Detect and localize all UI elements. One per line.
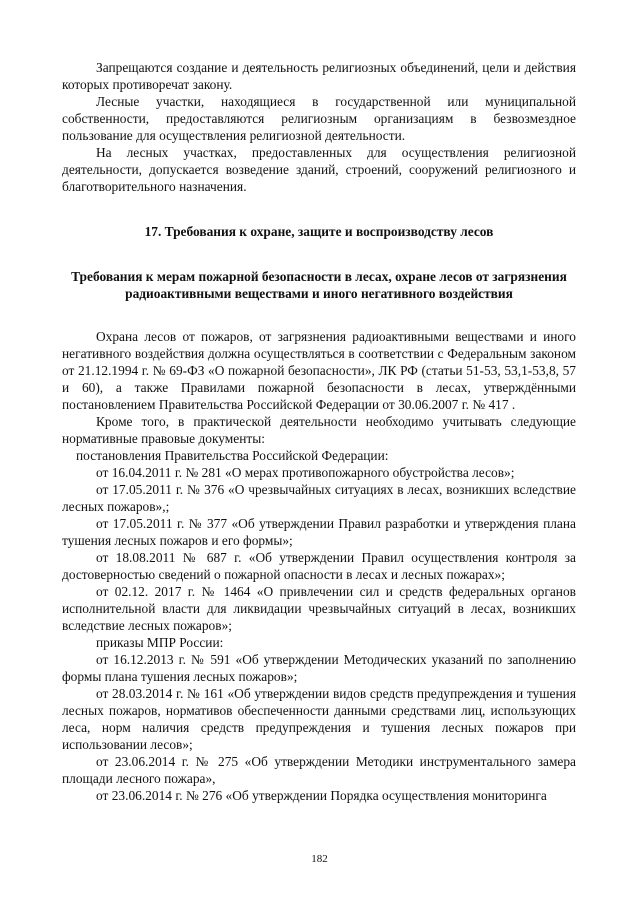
spacer	[62, 302, 576, 328]
intro-paragraph: Лесные участки, находящиеся в государственной или муниципальной собственности, предоставляются религиозным организациям в безвозмездное пользование для осуществления религиозной деятельности.	[62, 94, 576, 143]
body-paragraph: Охрана лесов от пожаров, от загрязнения радиоактивными веществами и иного негативного воздействия должна осуществляться в соответствии с Федеральным законом от 21.12.1994 г. № 69-ФЗ «О пожарной безопасности», ЛК РФ (статьи 51-53, 53,1-53,8, 57 и 60), а также Правилами пожарной безопасности в лесах, утверждёнными постановлением Правительства Российской Федерации от 30.06.2007 г. № 417 .	[62, 329, 576, 412]
mpr-orders-heading: приказы МПР России:	[96, 635, 224, 650]
gov-decree-item: от 18.08.2011 № 687 г. «Об утверждении Правил осуществления контроля за достоверностью сведений о пожарной опасности в лесах и лесных пожарах»;	[62, 550, 576, 582]
intro-paragraph: На лесных участках, предоставленных для осуществления религиозной деятельности, допускается возведение зданий, строений, сооружений религиозного и благотворительного назначения.	[62, 145, 576, 194]
mpr-order-item: от 23.06.2014 г. № 275 «Об утверждении Методики инструментального замера площади лесного пожара»,	[62, 754, 576, 786]
gov-decree-item: от 02.12. 2017 г. № 1464 «О привлечении сил и средств федеральных органов исполнительной власти для ликвидации чрезвычайных ситуаций в лесах, возникших вследствие лесных пожаров»;	[62, 584, 576, 633]
page-number: 182	[311, 853, 328, 865]
spacer	[62, 240, 576, 268]
document-page	[62, 59, 576, 804]
mpr-order-item: от 28.03.2014 г. № 161 «Об утверждении видов средств предупреждения и тушения лесных пожаров, нормативов обеспеченности данными средствами лиц, использующих леса, норм наличия средств предупреждения и тушения лесных пожаров при использовании лесов»;	[62, 686, 576, 752]
mpr-order-item: от 23.06.2014 г. № 276 «Об утверждении Порядка осуществления мониторинга	[96, 788, 547, 803]
mpr-order-item: от 16.12.2013 г. № 591 «Об утверждении Методических указаний по заполнению формы плана тушения лесных пожаров»;	[62, 652, 576, 684]
body-paragraph: Кроме того, в практической деятельности необходимо учитывать следующие нормативные правовые документы:	[62, 414, 576, 446]
gov-decree-item: от 16.04.2011 г. № 281 «О мерах противопожарного обустройства лесов»;	[96, 465, 515, 480]
gov-decree-item: от 17.05.2011 г. № 376 «О чрезвычайных ситуациях в лесах, возникших вследствие лесных пожаров»,;	[62, 482, 576, 514]
gov-decrees-heading: постановления Правительства Российской Федерации:	[76, 448, 389, 463]
subsection-title: Требования к мерам пожарной безопасности в лесах, охране лесов от загрязнения радиоактивными веществами и иного негативного воздействия	[71, 269, 567, 301]
gov-decree-item: от 17.05.2011 г. № 377 «Об утверждении Правил разработки и утверждения плана тушения лесных пожаров и его формы»;	[62, 516, 576, 548]
section-title: 17. Требования к охране, защите и воспроизводству лесов	[144, 224, 494, 239]
spacer	[62, 195, 576, 223]
intro-paragraph: Запрещаются создание и деятельность религиозных объединений, цели и действия которых противоречат закону.	[62, 60, 576, 92]
